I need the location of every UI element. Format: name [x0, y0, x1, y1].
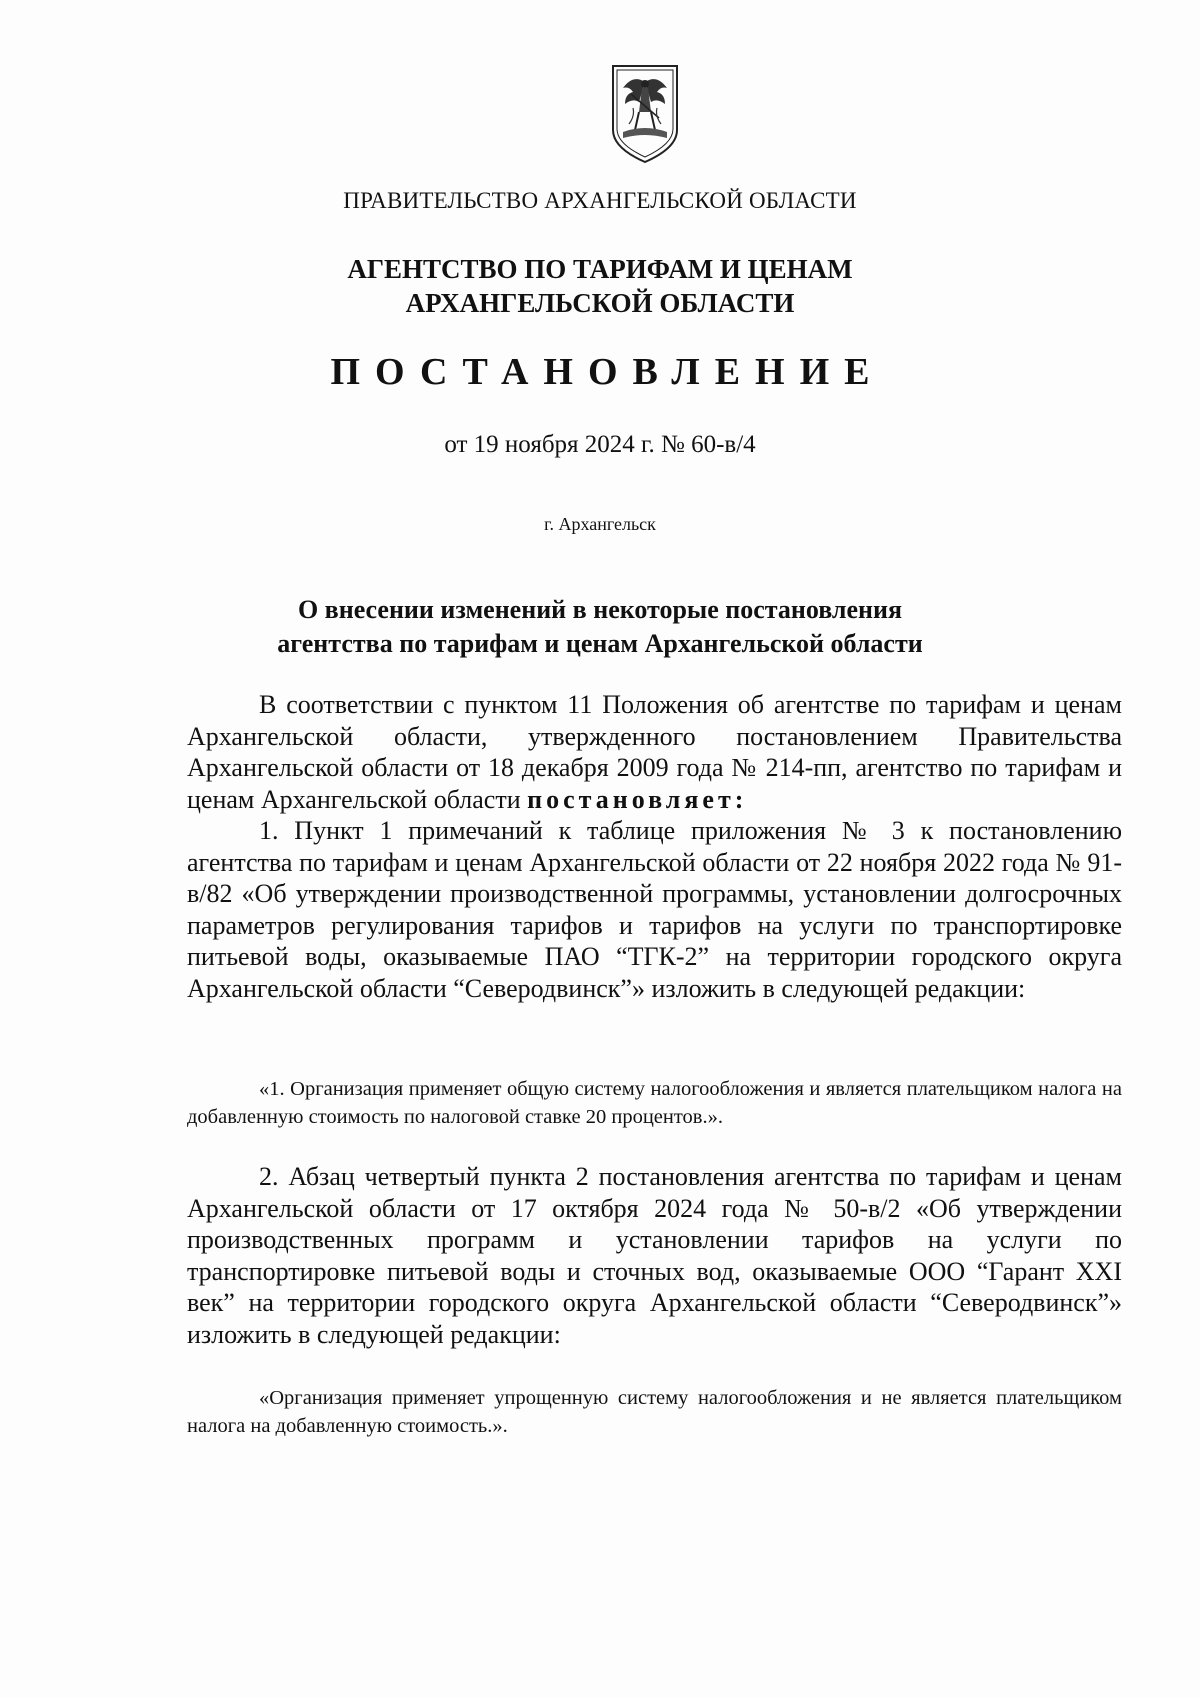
quote-2: [187, 1384, 1122, 1440]
subject-line2: агентства по тарифам и ценам Архангельской области: [277, 629, 923, 658]
coat-of-arms-icon: [609, 60, 681, 164]
preamble-text: В соответствии с пунктом 11 Положения об агентстве по тарифам и ценам Архангельской области, утвержденного постановлением Правительства Архангельской области от 18 декабря 2009 года № 214-пп, агентство по тарифам и ценам Архангельской области: [187, 690, 1122, 814]
item-1-text: 1. Пункт 1 примечаний к таблице приложения № 3 к постановлению агентства по тарифам и ценам Архангельской области от 22 ноября 2022 года № 91-в/82 «Об утверждении производственной программы, установлении долгосрочных параметров регулирования тарифов и тарифов на услуги по транспортировке питьевой воды, оказываемые ПАО “ТГК-2” на территории городского округа Архангельской области “Северодвинск”» изложить в следующей редакции:: [187, 816, 1122, 1003]
agency-name: [0, 252, 1200, 320]
document-subject: [0, 593, 1200, 661]
agency-name-line1: АГЕНТСТВО ПО ТАРИФАМ И ЦЕНАМ: [347, 254, 853, 284]
subject-line1: О внесении изменений в некоторые постановления: [297, 595, 903, 624]
decree-word: постановляет:: [527, 784, 748, 814]
quote-1-text: «1. Организация применяет общую систему налогообложения и является плательщиком налога на добавленную стоимость по налоговой ставке 20 процентов.».: [187, 1078, 1122, 1128]
quote-1: [187, 1075, 1122, 1131]
quote-2-text: «Организация применяет упрощенную систему налогообложения и не является плательщиком налога на добавленную стоимость.».: [187, 1387, 1122, 1437]
agency-name-line2: АРХАНГЕЛЬСКОЙ ОБЛАСТИ: [405, 288, 795, 318]
item-2-text: 2. Абзац четвертый пункта 2 постановления агентства по тарифам и ценам Архангельской области от 17 октября 2024 года № 50-в/2 «Об утверждении производственных программ и установлении тарифов на услуги по транспортировке питьевой воды и сточных вод, оказываемые ООО “Гарант XXI век” на территории городского округа Архангельской области “Северодвинск”» изложить в следующей редакции:: [187, 1162, 1122, 1349]
document-city: г. Архангельск: [544, 514, 656, 534]
item-1-paragraph: [187, 815, 1122, 1004]
document-type: ПОСТАНОВЛЕНИЕ: [330, 351, 885, 393]
document-date-number: от 19 ноября 2024 г. № 60-в/4: [444, 431, 756, 458]
government-name: ПРАВИТЕЛЬСТВО АРХАНГЕЛЬСКОЙ ОБЛАСТИ: [343, 188, 857, 213]
preamble-paragraph: [187, 689, 1122, 815]
item-2-paragraph: [187, 1161, 1122, 1350]
